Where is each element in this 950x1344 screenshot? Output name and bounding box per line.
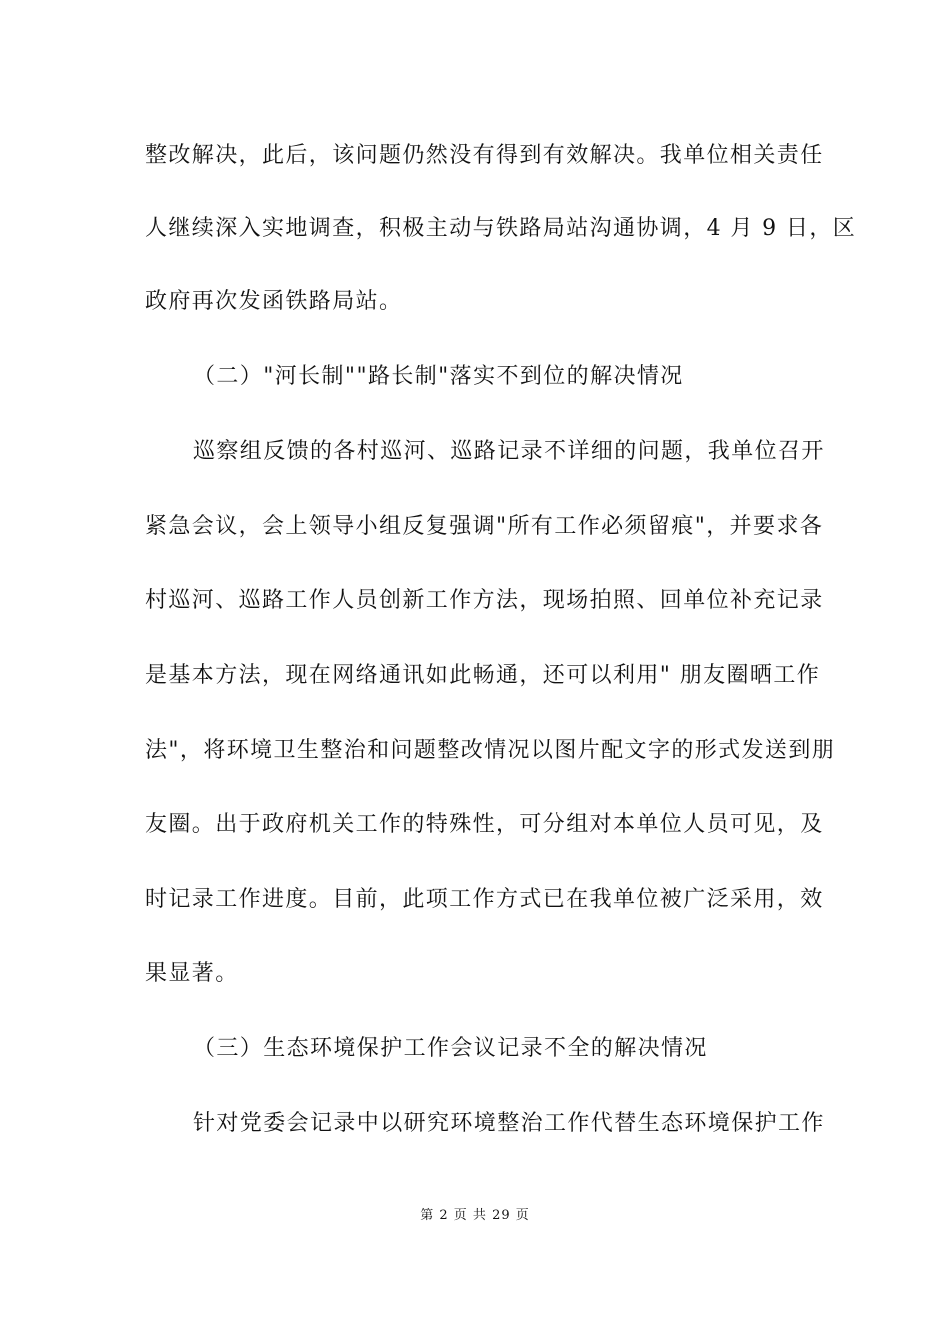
footer-suffix: 页 xyxy=(515,1208,530,1223)
footer-middle: 页 共 xyxy=(453,1208,487,1223)
section-heading: （二）"河长制""路长制"落实不到位的解决情况 xyxy=(193,364,684,389)
body-text-line: 法"，将环境卫生整治和问题整改情况以图片配文字的形式发送到朋 xyxy=(145,738,836,763)
body-text-line: 村巡河、巡路工作人员创新工作方法，现场拍照、回单位补充记录 xyxy=(145,588,824,613)
body-text-line: 人继续深入实地调查，积极主动与铁路局站沟通协调，4 月 9 日，区 xyxy=(145,216,857,241)
body-text-line: 是基本方法，现在网络通讯如此畅通，还可以利用" 朋友圈晒工作 xyxy=(145,663,821,688)
page-footer xyxy=(0,1207,950,1225)
footer-total-pages: 29 xyxy=(492,1208,511,1223)
body-text-line: 政府再次发函铁路局站。 xyxy=(145,289,403,314)
body-text-line: 紧急会议，会上领导小组反复强调"所有工作必须留痕"，并要求各 xyxy=(145,514,824,539)
body-text-line: 巡察组反馈的各村巡河、巡路记录不详细的问题，我单位召开 xyxy=(193,439,825,464)
body-text-line: 整改解决，此后，该问题仍然没有得到有效解决。我单位相关责任 xyxy=(145,143,824,168)
footer-prefix: 第 xyxy=(420,1208,435,1223)
footer-page-number: 2 xyxy=(439,1208,449,1223)
body-text-line: 果显著。 xyxy=(145,961,239,986)
body-text-line: 时记录工作进度。目前，此项工作方式已在我单位被广泛采用，效 xyxy=(145,887,824,912)
body-text-line: 针对党委会记录中以研究环境整治工作代替生态环境保护工作 xyxy=(193,1111,825,1136)
body-text-line: 友圈。出于政府机关工作的特殊性，可分组对本单位人员可见，及 xyxy=(145,812,824,837)
section-heading: （三）生态环境保护工作会议记录不全的解决情况 xyxy=(193,1036,708,1061)
